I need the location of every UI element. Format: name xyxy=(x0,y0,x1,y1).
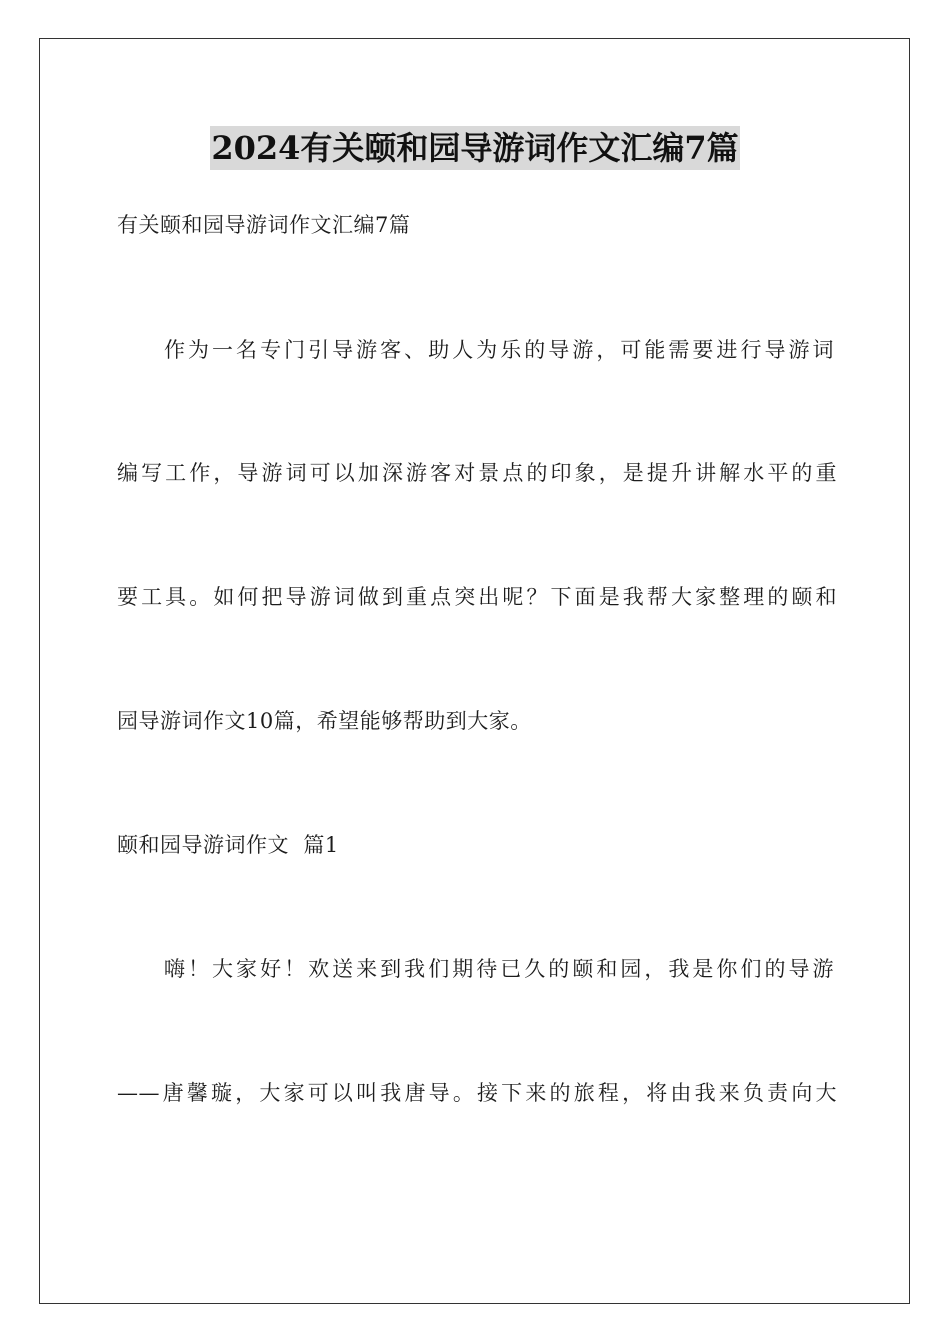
title-container xyxy=(0,126,950,170)
paragraph-line: 园导游词作文10篇，希望能够帮助到大家。 xyxy=(117,709,532,733)
document-subtitle: 有关颐和园导游词作文汇编7篇 xyxy=(117,213,411,237)
paragraph-line: ——唐馨璇，大家可以叫我唐导。接下来的旅程，将由我来负责向大 xyxy=(117,1081,837,1105)
document-title: 2024有关颐和园导游词作文汇编7篇 xyxy=(210,126,739,170)
paragraph-line: 作为一名专门引导游客、助人为乐的导游，可能需要进行导游词 xyxy=(164,338,834,362)
paragraph-line: 要工具。如何把导游词做到重点突出呢？下面是我帮大家整理的颐和 xyxy=(117,585,837,609)
paragraph-line: 编写工作，导游词可以加深游客对景点的印象，是提升讲解水平的重 xyxy=(117,461,837,485)
section-heading: 颐和园导游词作文 篇1 xyxy=(117,833,339,857)
paragraph-line: 嗨！大家好！欢送来到我们期待已久的颐和园，我是你们的导游 xyxy=(164,957,834,981)
